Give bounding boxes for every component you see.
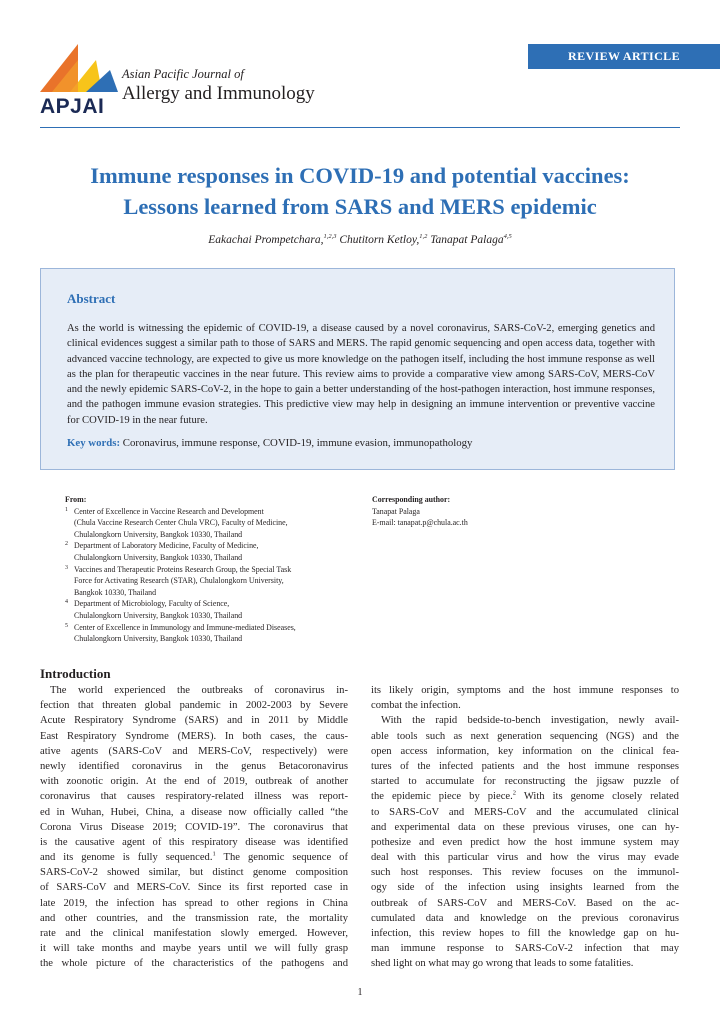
abstract-box: [40, 268, 675, 470]
affiliation-item: [65, 506, 360, 541]
body-text: pothesize and even predict how the host immune system may: [371, 836, 679, 848]
body-text: The genomic sequence of: [215, 852, 348, 864]
body-text: Acute Respiratory Syndrome (SARS) and in 2011 by Middle: [40, 715, 348, 727]
section-heading-introduction: Introduction: [40, 666, 111, 681]
page-number: 1: [357, 987, 363, 998]
body-text-line: [40, 820, 348, 835]
keywords-label: Key words:: [67, 437, 121, 449]
corresponding-email[interactable]: E-mail: tanapat.p@chula.ac.th: [372, 518, 468, 528]
body-text-line: [371, 820, 679, 835]
affiliation-line: Vaccines and Therapeutic Proteins Research Group, the Special Task: [74, 564, 292, 574]
body-text-line: [371, 729, 679, 744]
body-text: and its genome is fully sequenced.: [40, 852, 213, 864]
affiliation-number: 5: [65, 622, 68, 629]
body-text: infection, this review hopes to fill the knowledge gap on hu-: [371, 928, 679, 939]
body-text-line: [371, 926, 679, 941]
body-text: ogy side of the infection using insights learned from the: [371, 882, 679, 894]
title-line-2: Lessons learned from SARS and MERS epidemic: [123, 194, 597, 219]
body-column-right: [371, 683, 679, 972]
affiliation-line: (Chula Vaccine Research Center Chula VRC), Faculty of Medicine,: [74, 518, 288, 528]
citation-sup: 2: [512, 789, 516, 797]
body-text-line: [40, 956, 348, 971]
body-text-line: [40, 683, 348, 698]
body-text-line: [40, 865, 348, 880]
body-column-left: [40, 683, 348, 972]
body-text: it will take months and maybe years until we will fully grasp: [40, 943, 348, 955]
author-affiliation-sup: 4,5: [503, 233, 512, 240]
journal-name-big: Allergy and Immunology: [122, 83, 315, 104]
body-text-line: [371, 759, 679, 774]
body-text-line: [371, 774, 679, 789]
body-text: The world experienced the outbreaks of coronavirus in-: [50, 685, 348, 696]
author-name: Chutitorn Ketloy,: [336, 233, 420, 246]
body-text-line: [371, 911, 679, 926]
body-text: such host responses. This review focuses on the immunol-: [371, 867, 679, 879]
body-text: ed in Wuhan, Hubei, China, a disease now officially called “the: [40, 806, 348, 818]
body-text: coronavirus that causes respiratory-related illness was report-: [40, 791, 348, 803]
logo-triangle-icon: [40, 40, 120, 100]
body-text: to SARS-CoV and MERS-CoV and the accumulated clinical: [371, 806, 679, 818]
author-name: Tanapat Palaga: [427, 233, 504, 246]
body-text-line: [40, 729, 348, 744]
body-text-line: [371, 850, 679, 865]
body-text: East Respiratory Syndrome (MERS). In both cases, the caus-: [40, 730, 348, 742]
affiliations: [65, 494, 360, 645]
body-text-line: [371, 744, 679, 759]
affiliation-line: Bangkok 10330, Thailand: [74, 587, 157, 597]
corresponding-label: Corresponding author:: [372, 495, 451, 504]
body-text: of SARS-CoV and MERS-CoV. Since its first reported case in: [40, 882, 348, 894]
affiliation-line: Chulalongkorn University, Bangkok 10330, Thailand: [74, 634, 243, 644]
affiliation-line: Chulalongkorn University, Bangkok 10330, Thailand: [74, 610, 243, 620]
affiliation-item: [65, 564, 360, 599]
body-text: is the causative agent of this respiratory disease was identified: [40, 836, 348, 848]
body-text-line: [40, 805, 348, 820]
body-text-line: [371, 713, 679, 728]
affiliation-number: 4: [65, 599, 68, 606]
body-text: ative agents (SARS-CoV and MERS-CoV, respectively) were: [40, 745, 348, 757]
affiliation-line: Department of Microbiology, Faculty of Science,: [74, 599, 230, 609]
body-text-line: [40, 911, 348, 926]
affiliation-number: 3: [65, 564, 68, 571]
affiliation-number: 1: [65, 506, 68, 513]
corresponding-author: [372, 494, 652, 529]
body-text-line: [40, 774, 348, 789]
affiliation-line: Force for Activating Research (STAR), Chulalongkorn University,: [74, 576, 284, 586]
body-text-line: [40, 880, 348, 895]
body-text: late 2019, the infection has spread to other regions in China: [40, 897, 348, 909]
affiliation-line: Chulalongkorn University, Bangkok 10330, Thailand: [74, 552, 243, 562]
body-text: SARS-CoV-2 showed similar, but distinct genome composition: [40, 867, 348, 879]
body-text-line: [40, 941, 348, 956]
body-text-line: [371, 880, 679, 895]
body-text-line: [371, 698, 679, 713]
body-text-line: [40, 744, 348, 759]
body-text: With its genome closely related: [516, 791, 679, 803]
body-text-line: [371, 835, 679, 850]
body-text: man immune response to SARS-CoV-2 infection that may: [371, 943, 679, 955]
article-title: [40, 160, 680, 222]
body-text: newly identified coronavirus in the genus Betacoronavirus: [40, 760, 348, 772]
body-text: fection that threaten global pandemic in 2002-2003 by Severe: [40, 700, 348, 712]
body-text-line: [371, 683, 679, 698]
body-text-line: [40, 698, 348, 713]
body-text: combat the infection.: [371, 700, 461, 712]
body-text-line: [371, 865, 679, 880]
abstract-text: As the world is witnessing the epidemic of COVID-19, a disease caused by a novel coronavirus, SARS-CoV-2, emerging genetics and clinical evidences suggest a similar path to those of SARS and MERS. The rapid genomic sequencing and open access data, together with advanced vaccine technology, are expected to give us more knowledge on the pathogen itself, including the host immune response as well as the plan for therapeutic vaccines in the near future. This review aims to provide a comparative view among SARS-CoV, MERS-CoV and the newly epidemic SARS-CoV-2, in the hope to gain a better understanding of the host-pathogen interaction, host immune responses, and the pathogen immune evasion strategies. This predictive view may help in designing an immune intervention or preventive vaccine for COVID-19 in the near future.: [67, 323, 655, 426]
author-name: Eakachai Prompetchara,: [208, 233, 324, 246]
from-label: From:: [65, 495, 87, 504]
body-text: deal with this particular virus and how the virus may evade: [371, 852, 679, 864]
affiliation-line: Chulalongkorn University, Bangkok 10330, Thailand: [74, 529, 243, 539]
body-text: rate and the clinical manifestation slowly emerged. However,: [40, 928, 348, 939]
affiliation-item: [65, 598, 360, 621]
body-text: able tools such as next generation sequencing (NGS) and the: [371, 730, 679, 742]
body-text: shed light on what may go wrong that leads to some fatalities.: [371, 958, 634, 970]
header-divider: [40, 127, 680, 128]
body-text-line: [40, 835, 348, 850]
body-text: the epidemic piece by piece.: [371, 791, 513, 803]
affiliation-item: [65, 540, 360, 563]
body-text-line: [371, 805, 679, 820]
body-text-line: [40, 759, 348, 774]
body-text: open access information, key information on the clinical fea-: [371, 745, 679, 757]
article-type-badge: REVIEW ARTICLE: [528, 44, 720, 69]
body-text-line: [40, 896, 348, 911]
body-text: cumulated data and knowledge on the previous coronavirus: [371, 912, 679, 924]
keywords: [67, 437, 472, 449]
corresponding-name: Tanapat Palaga: [372, 506, 420, 516]
body-text-line: [40, 850, 348, 865]
journal-name-small: Asian Pacific Journal of: [122, 67, 244, 81]
author-list: [40, 233, 680, 246]
affiliation-line: Department of Laboratory Medicine, Faculty of Medicine,: [74, 541, 259, 551]
body-text: its likely origin, symptoms and the host immune responses to: [371, 685, 679, 696]
citation-sup: 1: [212, 850, 216, 858]
body-text-line: [40, 789, 348, 804]
body-text: and other countries, and the transmission rate, the mortality: [40, 912, 348, 924]
body-text: the whole picture of the characteristics of the pathogens and: [40, 958, 348, 970]
title-line-1: Immune responses in COVID-19 and potential vaccines:: [90, 163, 630, 188]
body-text-line: [371, 896, 679, 911]
body-text: and experimental data on these previous viruses, one can hy-: [371, 821, 679, 833]
affiliation-number: 2: [65, 541, 68, 548]
body-text: with zoonotic origin. At the end of 2019, outbreak of another: [40, 776, 348, 788]
body-text: outbreak of SARS-CoV and MERS-CoV. Based on the ac-: [371, 897, 679, 909]
body-text: With the rapid bedside-to-bench investigation, newly avail-: [381, 715, 679, 727]
author-affiliation-sup: 1,2,3: [323, 233, 337, 240]
abstract-heading: Abstract: [67, 291, 116, 306]
body-text: started to accumulate for reconstructing the jigsaw puzzle of: [371, 776, 679, 788]
logo-text: APJAI: [40, 95, 105, 118]
affiliation-line: Center of Excellence in Immunology and Immune-mediated Diseases,: [74, 622, 296, 632]
author-affiliation-sup: 1,2: [419, 233, 428, 240]
body-text-line: [40, 713, 348, 728]
affiliation-line: Center of Excellence in Vaccine Research and Development: [74, 506, 264, 516]
body-text: tures of the infected patients and the host immune responses: [371, 760, 679, 772]
body-text: Corona Virus Disease 2019; COVID-19”. The coronavirus that: [40, 821, 348, 833]
body-text-line: [371, 941, 679, 956]
body-text-line: [40, 926, 348, 941]
body-text-line: [371, 956, 679, 971]
body-text-line: [371, 789, 679, 804]
affiliation-list: [65, 506, 360, 645]
keywords-list: Coronavirus, immune response, COVID-19, immune evasion, immunopathology: [120, 437, 473, 449]
affiliation-item: [65, 622, 360, 645]
apjai-logo: [40, 40, 120, 120]
